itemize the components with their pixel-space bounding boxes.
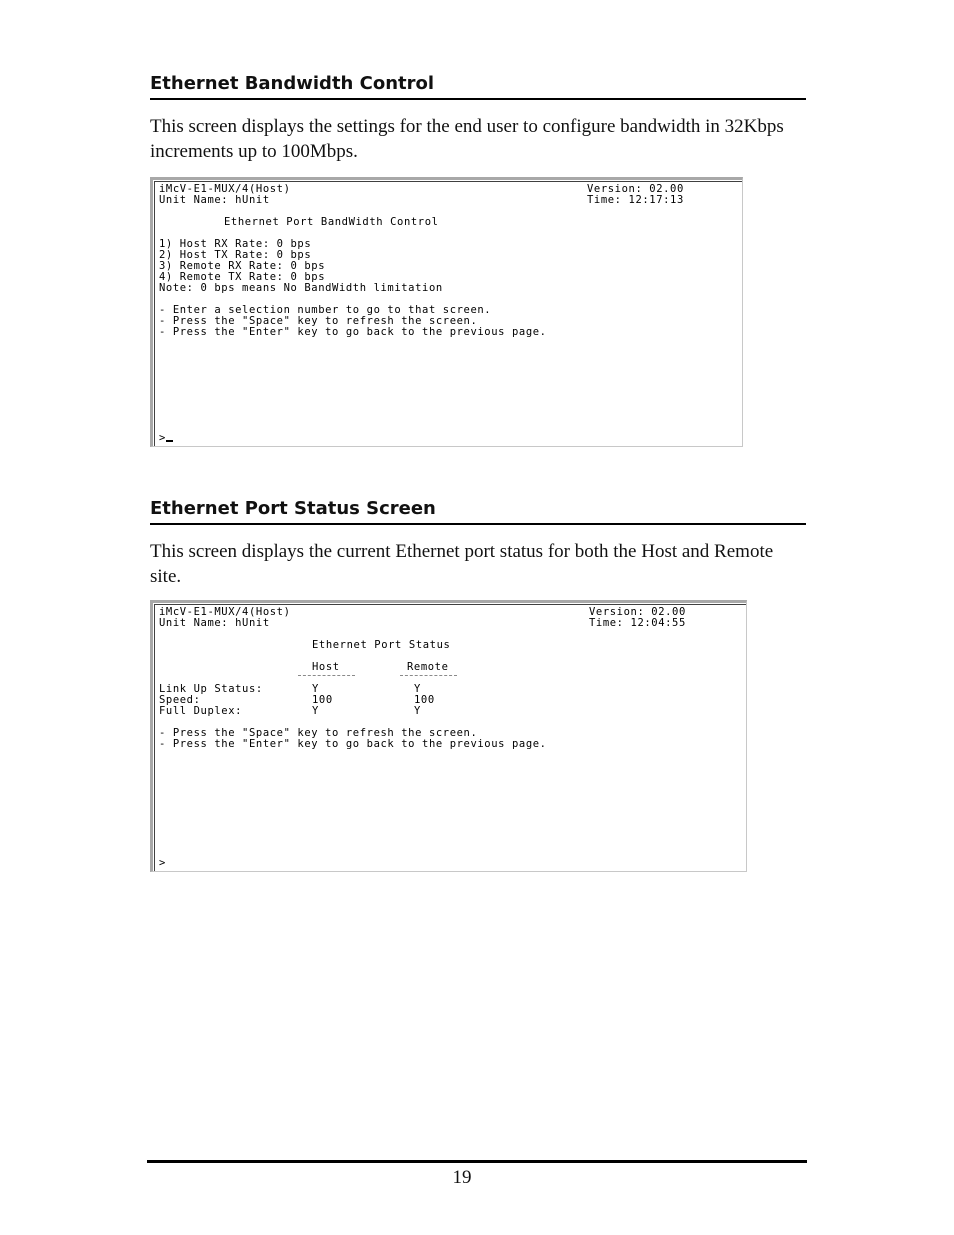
menu-option-host-rx: 1) Host RX Rate: 0 bps bbox=[159, 238, 312, 250]
terminal-version: Version: 02.00 bbox=[589, 606, 686, 618]
terminal-instruction: - Press the "Enter" key to go back to the previous page. bbox=[159, 738, 547, 750]
column-underline-remote bbox=[400, 675, 457, 676]
column-header-host: Host bbox=[312, 661, 340, 673]
terminal-product: iMcV-E1-MUX/4(Host) bbox=[159, 606, 291, 618]
terminal-unit-name: Unit Name: hUnit bbox=[159, 194, 270, 206]
terminal-time: Time: 12:17:13 bbox=[587, 194, 684, 206]
terminal-product: iMcV-E1-MUX/4(Host) bbox=[159, 183, 291, 195]
terminal-bandwidth-screen bbox=[150, 177, 743, 447]
terminal-instruction: - Enter a selection number to go to that screen. bbox=[159, 304, 492, 316]
prompt-symbol: > bbox=[159, 857, 166, 869]
menu-option-host-tx: 2) Host TX Rate: 0 bps bbox=[159, 249, 312, 261]
section-heading-port-status: Ethernet Port Status Screen bbox=[150, 498, 806, 525]
menu-option-remote-tx: 4) Remote TX Rate: 0 bps bbox=[159, 271, 326, 283]
column-underline-host bbox=[298, 675, 355, 676]
column-header-remote: Remote bbox=[407, 661, 449, 673]
terminal-instruction: - Press the "Enter" key to go back to the previous page. bbox=[159, 326, 547, 338]
terminal-prompt[interactable] bbox=[159, 433, 173, 444]
status-row-remote-value: Y bbox=[414, 705, 421, 717]
terminal-unit-name: Unit Name: hUnit bbox=[159, 617, 270, 629]
status-row-label: Speed: bbox=[159, 694, 201, 706]
terminal-instruction: - Press the "Space" key to refresh the screen. bbox=[159, 315, 478, 327]
page-number: 19 bbox=[452, 1167, 472, 1188]
status-row-remote-value: 100 bbox=[414, 694, 435, 706]
terminal-instruction: - Press the "Space" key to refresh the screen. bbox=[159, 727, 478, 739]
status-row-host-value: 100 bbox=[312, 694, 333, 706]
terminal-prompt[interactable] bbox=[159, 858, 166, 869]
menu-option-remote-rx: 3) Remote RX Rate: 0 bps bbox=[159, 260, 326, 272]
terminal-port-status-screen bbox=[150, 600, 747, 872]
status-row-remote-value: Y bbox=[414, 683, 421, 695]
status-row-host-value: Y bbox=[312, 705, 319, 717]
section-description-port-status: This screen displays the current Ethernet port status for both the Host and Remote site. bbox=[150, 541, 774, 587]
footer-rule bbox=[147, 1160, 807, 1163]
terminal-title: Ethernet Port BandWidth Control bbox=[224, 216, 439, 228]
status-row-label: Link Up Status: bbox=[159, 683, 263, 695]
cursor-icon bbox=[166, 440, 173, 442]
terminal-title: Ethernet Port Status bbox=[312, 639, 451, 651]
status-row-host-value: Y bbox=[312, 683, 319, 695]
status-row-label: Full Duplex: bbox=[159, 705, 243, 717]
prompt-symbol: > bbox=[159, 432, 166, 444]
terminal-version: Version: 02.00 bbox=[587, 183, 684, 195]
terminal-time: Time: 12:04:55 bbox=[589, 617, 686, 629]
terminal-note: Note: 0 bps means No BandWidth limitation bbox=[159, 282, 443, 294]
section-description-bandwidth: This screen displays the settings for the end user to configure bandwidth in 32Kbps increments up to 100Mbps. bbox=[150, 116, 784, 162]
section-heading-bandwidth: Ethernet Bandwidth Control bbox=[150, 73, 806, 100]
